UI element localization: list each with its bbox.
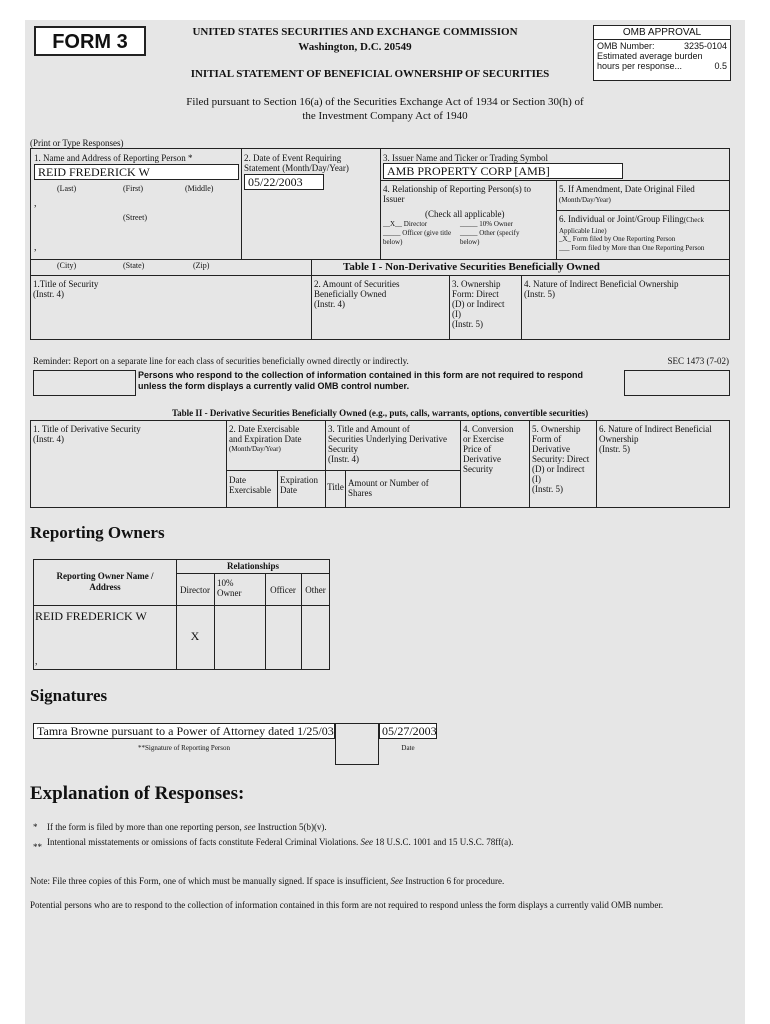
field4-label: 4. Relationship of Reporting Person(s) to Issuer: [383, 184, 531, 204]
t2-expiration-date: Expiration Date: [280, 475, 318, 495]
form-page: [25, 20, 745, 1024]
statement-title: INITIAL STATEMENT OF BENEFICIAL OWNERSHIP OF SECURITIES: [190, 68, 550, 80]
t2-col4: 4. Conversion or Exercise Price of Derivative Security: [463, 424, 514, 474]
field6-label: 6. Individual or Joint/Group Filing(Check Applicable Line): [559, 214, 704, 235]
t2-title-sub: Title: [327, 482, 344, 492]
signature-caption: **Signature of Reporting Person: [138, 744, 230, 752]
owner-name: REID FREDERICK W: [35, 609, 147, 623]
omb-box: [593, 25, 731, 81]
date-caption: Date: [401, 744, 415, 752]
omb-number-label: OMB Number:: [597, 41, 655, 51]
persons-notice: Persons who respond to the collection of information contained in this form are not required to respond unless the form displays a currently valid OMB control number.: [138, 370, 584, 391]
t1-col2: 2. Amount of Securities Beneficially Owned (Instr. 4): [314, 279, 400, 309]
first-label: (First): [123, 184, 143, 193]
filed-pursuant: Filed pursuant to Section 16(a) of the Securities Exchange Act of 1934 or Section 30(h) of the Investment Company Act of 1940: [186, 96, 584, 122]
print-type-note: (Print or Type Responses): [30, 138, 124, 148]
director-option[interactable]: __X__ Director: [383, 220, 428, 228]
check-all-label: (Check all applicable): [425, 209, 505, 219]
owner-name-header: Reporting Owner Name / Address: [56, 571, 154, 592]
signature-field[interactable]: Tamra Browne pursuant to a Power of Attorney dated 1/25/03: [33, 723, 335, 739]
footnote-2: Intentional misstatements or omissions of facts constitute Federal Criminal Violations. See 18 U.S.C. 1001 and 15 U.S.C. 78ff(a).: [47, 837, 514, 847]
t2-col5: 5. Ownership Form of Derivative Security: Direct (D) or Indirect (I) (Instr. 5): [532, 424, 590, 494]
signatures-heading: Signatures: [30, 686, 108, 705]
form-title: FORM 3: [52, 31, 128, 53]
comma-2: ,: [34, 242, 37, 253]
owner10-option[interactable]: _____ 10% Owner: [460, 220, 513, 228]
state-label: (State): [123, 261, 145, 270]
t2-date-exercisable: Date Exercisable: [229, 475, 271, 495]
omb-heading: OMB APPROVAL: [594, 26, 730, 40]
comma-1: ,: [34, 198, 37, 209]
explanation-heading: Explanation of Responses:: [30, 783, 245, 804]
field5-label: 5. If Amendment, Date Original Filed (Month/Day/Year): [559, 184, 695, 204]
omb-number: 3235-0104: [683, 41, 727, 51]
signature-spacer-box: [335, 723, 379, 765]
other-header: Other: [305, 585, 326, 595]
zip-label: (Zip): [193, 261, 210, 270]
t1-col1: 1.Title of Security (Instr. 4): [33, 279, 99, 299]
t2-col1: 1. Title of Derivative Security (Instr. 4): [33, 424, 141, 444]
note-potential-persons: Potential persons who are to respond to the collection of information contained in this form are not required to respond unless the form displays a currently valid OMB number.: [30, 900, 664, 910]
omb-hours-label: hours per response...: [597, 61, 683, 71]
t1-col4: 4. Nature of Indirect Beneficial Ownership (Instr. 5): [524, 279, 679, 299]
middle-label: (Middle): [185, 184, 214, 193]
field3-label: 3. Issuer Name and Ticker or Trading Symbol: [383, 153, 548, 163]
agency-name: UNITED STATES SECURITIES AND EXCHANGE COMMISSION: [192, 26, 518, 38]
reminder-text: Reminder: Report on a separate line for each class of securities beneficially owned directly or indirectly.: [33, 356, 409, 366]
street-label: (Street): [123, 213, 147, 222]
reporting-owners-heading: Reporting Owners: [30, 523, 165, 542]
note-copies: Note: File three copies of this Form, one of which must be manually signed. If space is insufficient, See Instruction 6 for procedure.: [30, 876, 505, 886]
owner10-header: 10% Owner: [217, 578, 242, 598]
relationships-header: Relationships: [226, 561, 279, 571]
t2-col3: 3. Title and Amount of Securities Underlying Derivative Security (Instr. 4): [328, 424, 447, 464]
filing-option-one[interactable]: _X_ Form filed by One Reporting Person: [559, 235, 676, 243]
other-option[interactable]: _____ Other (specify: [460, 229, 520, 237]
footnote-doublestar: **: [33, 842, 42, 852]
agency-location: Washington, D.C. 20549: [298, 41, 412, 53]
director-mark: X: [190, 629, 200, 643]
t1-col3: 3. Ownership Form: Direct (D) or Indirect (I) (Instr. 5): [452, 279, 505, 329]
below-1: below): [383, 238, 403, 246]
reporting-person-name[interactable]: REID FREDERICK W: [34, 164, 239, 180]
reminder-box-right: [624, 370, 730, 396]
city-label: (City): [57, 261, 77, 270]
filing-option-multiple[interactable]: ___ Form filed by More than One Reporting Person: [559, 244, 705, 252]
omb-hours: 0.5: [714, 61, 727, 71]
omb-burden-label: Estimated average burden: [597, 51, 703, 61]
footnote-star: *: [33, 822, 38, 832]
last-label: (Last): [57, 184, 77, 193]
signature-date[interactable]: 05/27/2003: [379, 723, 437, 739]
t2-col2: 2. Date Exercisable and Expiration Date (Month/Day/Year): [229, 424, 302, 453]
form-title-box: [34, 26, 146, 56]
table2-title: Table II - Derivative Securities Beneficially Owned (e.g., puts, calls, warrants, options, convertible securities): [171, 408, 589, 418]
t2-amount-sub: Amount or Number of Shares: [348, 478, 429, 498]
field2-label: 2. Date of Event Requiring Statement (Month/Day/Year): [244, 153, 349, 173]
t2-col6: 6. Nature of Indirect Beneficial Ownership (Instr. 5): [599, 424, 712, 454]
event-date[interactable]: 05/22/2003: [244, 174, 324, 190]
table1-title: Table I - Non-Derivative Securities Beneficially Owned: [343, 261, 600, 273]
field1-label: 1. Name and Address of Reporting Person *: [34, 153, 193, 163]
director-header: Director: [180, 585, 210, 595]
reminder-box-left: [33, 370, 136, 396]
issuer-name[interactable]: AMB PROPERTY CORP [AMB]: [383, 163, 623, 179]
owner-comma: ,: [35, 656, 38, 667]
officer-header: Officer: [270, 585, 296, 595]
officer-option[interactable]: _____ Officer (give title: [383, 229, 452, 237]
sec-number: SEC 1473 (7-02): [667, 356, 729, 366]
footnote-1: If the form is filed by more than one reporting person, see Instruction 5(b)(v).: [47, 822, 327, 832]
below-2: below): [460, 238, 480, 246]
